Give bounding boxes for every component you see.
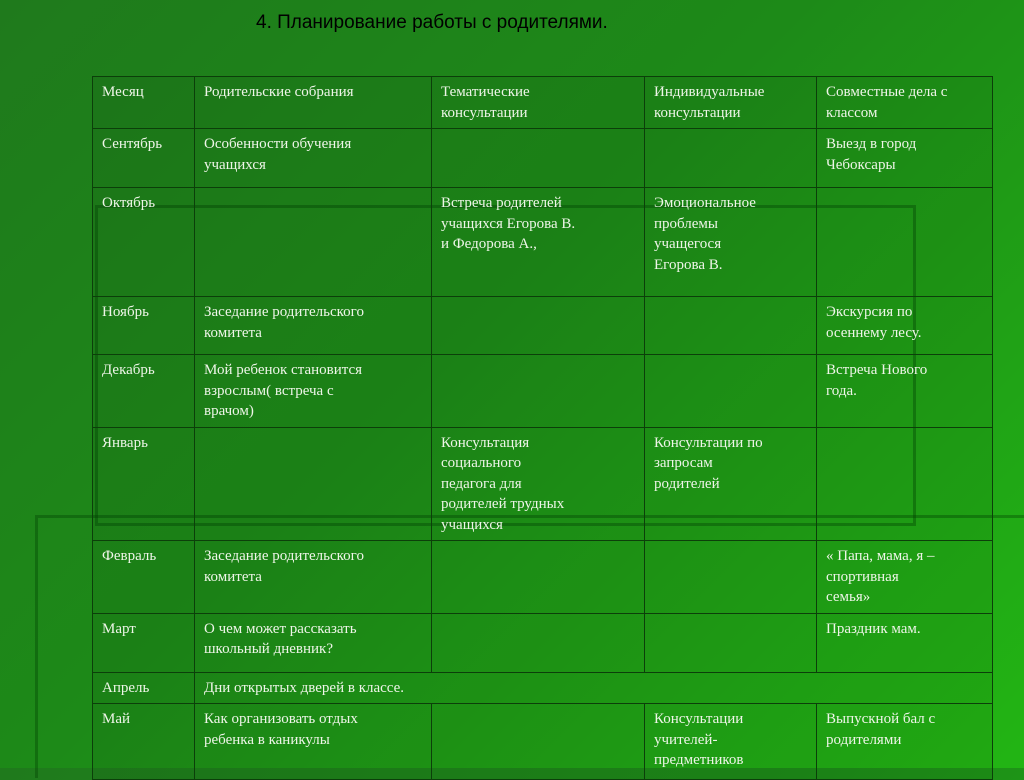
month-cell: Февраль: [93, 541, 195, 614]
thematic-cell: [432, 704, 645, 780]
month-cell: Апрель: [93, 672, 195, 704]
joint-cell: Выезд в город Чебоксары: [817, 129, 993, 188]
table-row: [93, 129, 993, 188]
thematic-cell: [432, 355, 645, 428]
meeting-cell: О чем может рассказать школьный дневник?: [195, 613, 432, 672]
thematic-cell: [432, 613, 645, 672]
meeting-cell: Особенности обучения учащихся: [195, 129, 432, 188]
table-row: [93, 541, 993, 614]
header-cell-individual: Индивидуальные консультации: [645, 77, 817, 129]
table-row: [93, 704, 993, 780]
joint-cell: Экскурсия по осеннему лесу.: [817, 297, 993, 355]
joint-cell: « Папа, мама, я – спортивная семья»: [817, 541, 993, 614]
meeting-cell: Мой ребенок становится взрослым( встреча с врачом): [195, 355, 432, 428]
month-cell: Март: [93, 613, 195, 672]
individual-cell: [645, 297, 817, 355]
meeting-cell: Заседание родительского комитета: [195, 541, 432, 614]
individual-cell: [645, 541, 817, 614]
month-cell: Октябрь: [93, 188, 195, 297]
joint-cell: [817, 427, 993, 541]
table-header-row: [93, 77, 993, 129]
individual-cell: Консультации по запросам родителей: [645, 427, 817, 541]
meeting-cell: [195, 427, 432, 541]
joint-cell: Праздник мам.: [817, 613, 993, 672]
month-cell: Январь: [93, 427, 195, 541]
meeting-cell: Заседание родительского комитета: [195, 297, 432, 355]
table-row: [93, 188, 993, 297]
joint-cell: Выпускной бал с родителями: [817, 704, 993, 780]
table-row: [93, 355, 993, 428]
month-cell: Май: [93, 704, 195, 780]
individual-cell: Эмоциональное проблемы учащегося Егорова В.: [645, 188, 817, 297]
individual-cell: Консультации учителей- предметников: [645, 704, 817, 780]
slide-title: 4. Планирование работы с родителями.: [256, 12, 608, 33]
header-cell-joint: Совместные дела с классом: [817, 77, 993, 129]
individual-cell: [645, 613, 817, 672]
individual-cell: [645, 129, 817, 188]
meeting-cell: Как организовать отдых ребенка в каникулы: [195, 704, 432, 780]
month-cell: Ноябрь: [93, 297, 195, 355]
meeting-cell: [195, 188, 432, 297]
header-cell-meetings: Родительские собрания: [195, 77, 432, 129]
thematic-cell: [432, 129, 645, 188]
month-cell: Декабрь: [93, 355, 195, 428]
individual-cell: [645, 355, 817, 428]
table-row: [93, 613, 993, 672]
month-cell: Сентябрь: [93, 129, 195, 188]
table-row: [93, 427, 993, 541]
table-row: [93, 297, 993, 355]
header-cell-thematic: Тематические консультации: [432, 77, 645, 129]
merged-event-cell: Дни открытых дверей в классе.: [195, 672, 993, 704]
table-row: [93, 672, 993, 704]
thematic-cell: Встреча родителей учащихся Егорова В. и Федорова А.,: [432, 188, 645, 297]
header-cell-month: Месяц: [93, 77, 195, 129]
joint-cell: Встреча Нового года.: [817, 355, 993, 428]
thematic-cell: [432, 297, 645, 355]
thematic-cell: Консультация социального педагога для родителей трудных учащихся: [432, 427, 645, 541]
thematic-cell: [432, 541, 645, 614]
joint-cell: [817, 188, 993, 297]
parent-work-plan-table: [92, 76, 993, 780]
